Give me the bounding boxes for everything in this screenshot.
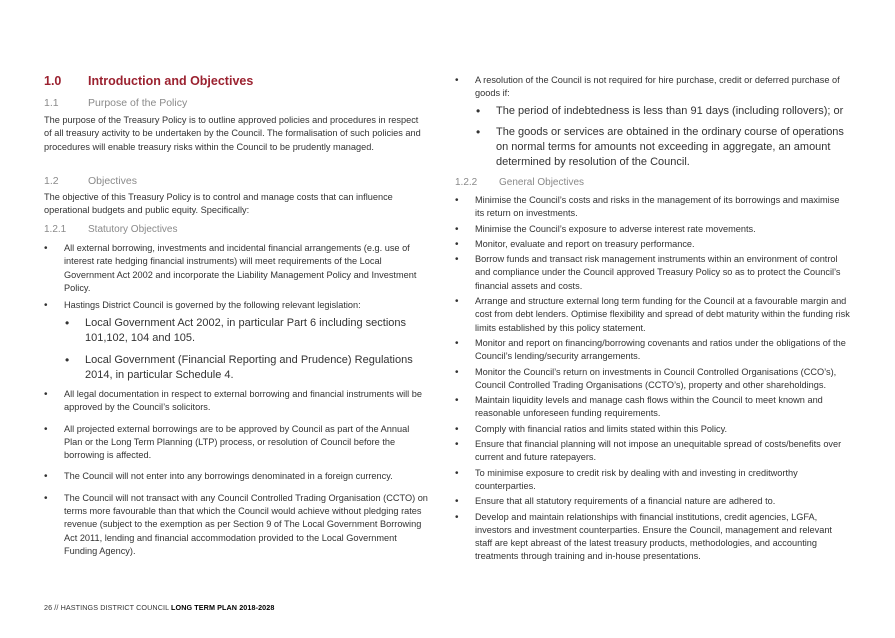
general-list: [455, 194, 850, 564]
general-number: 1.2.2: [455, 177, 478, 188]
list-item: • The Council will not transact with any Council Controlled Trading Organisation (CCTO) on terms more favourable than that which the Council would achieve without pledging rates revenue (subject to the exemption as per Section 9 of The Local Government Borrowing Act 2011, lending and financial accommodation provided to the Local Government Funding Agency).: [44, 492, 430, 558]
objectives-number: 1.2: [44, 175, 59, 187]
resolution-list: [455, 74, 850, 101]
statutory-list-c: [44, 388, 430, 558]
objectives-heading: [44, 175, 137, 187]
general-heading: [455, 177, 584, 188]
objectives-text: The objective of this Treasury Policy is to control and manage costs that can influence operational budgets and public equity. Specifically:: [44, 192, 393, 216]
list-item: • All legal documentation in respect to external borrowing and financial instruments will be approved by the Council’s solicitors.: [44, 388, 430, 415]
list-item: • The period of indebtedness is less than 91 days (including rollovers); or: [475, 104, 850, 119]
list-item: • Develop and maintain relationships with financial institutions, credit agencies, LGFA, investors and investment counterparties. Ensure the Council, management and relevant staff are kept abreast of the latest treasury products, methodologies, and accounting treatments through training and in-house presentations.: [455, 511, 850, 564]
general-title: General Objectives: [499, 177, 585, 188]
list-item: • Hastings District Council is governed by the following relevant legislation:: [44, 299, 430, 312]
list-item: • Arrange and structure external long term funding for the Council at a favourable margin and cost from debt lenders. Optimise flexibility and spread of debt maturity within the funding risk limits established by this policy statement.: [455, 295, 850, 335]
list-item: • Ensure that all statutory requirements of a financial nature are adhered to.: [455, 495, 850, 508]
list-item: • Maintain liquidity levels and manage cash flows within the Council to meet known and reasonable unforeseen funding requirements.: [455, 394, 850, 421]
purpose-title: Purpose of the Policy: [88, 97, 188, 109]
statutory-heading: [44, 224, 177, 235]
legislation-list: [64, 316, 424, 383]
list-item: • Minimise the Council’s exposure to adverse interest rate movements.: [455, 223, 850, 236]
list-item: • Monitor the Council’s return on investments in Council Controlled Organisations (CCO’s), Council Controlled Trading Organisations (CCTO’s), property and other shareholdings.: [455, 366, 850, 393]
statutory-title: Statutory Objectives: [88, 224, 178, 235]
purpose-heading: [44, 97, 187, 109]
list-item: • Monitor, evaluate and report on treasury performance.: [455, 238, 850, 251]
list-item: • Local Government (Financial Reporting and Prudence) Regulations 2014, in particular Schedule 4.: [64, 353, 424, 383]
list-item: • The Council will not enter into any borrowings denominated in a foreign currency.: [44, 470, 430, 483]
resolution-text: • A resolution of the Council is not required for hire purchase, credit or deferred purchase of goods if:: [455, 74, 850, 101]
resolution-conditions: [475, 104, 850, 170]
list-item: • Monitor and report on financing/borrowing covenants and ratios under the obligations of the Council’s lending/security arrangements.: [455, 337, 850, 364]
statutory-number: 1.2.1: [44, 224, 67, 235]
statutory-list-a: [44, 242, 430, 295]
purpose-number: 1.1: [44, 97, 59, 109]
list-item: • All external borrowing, investments and incidental financial arrangements (e.g. use of interest rate hedging financial instruments) will meet requirements of the Local Government Act 2002 and incorporate the Liability Management Policy and Investment Policy.: [44, 242, 430, 295]
section-heading: [44, 74, 253, 88]
statutory-list-b: [44, 299, 430, 312]
list-item: • Borrow funds and transact risk management instruments within an environment of control and compliance under the Council approved Treasury Policy so as to protect the Council’s financial assets and costs.: [455, 253, 850, 293]
footer-prefix: 26 // HASTINGS DISTRICT COUNCIL: [44, 603, 172, 612]
list-item: • All projected external borrowings are to be approved by Council as part of the Annual Plan or the Long Term Planning (LTP) process, or resolution of Council before the borrowing is affected.: [44, 423, 430, 463]
list-item: • To minimise exposure to credit risk by dealing with and investing in creditworthy counterparties.: [455, 467, 850, 494]
objectives-title: Objectives: [88, 175, 138, 187]
section-title: Introduction and Objectives: [88, 74, 254, 88]
list-item: • Comply with financial ratios and limits stated within this Policy.: [455, 423, 850, 436]
list-item: • Ensure that financial planning will not impose an unequitable spread of costs/benefits over current and future ratepayers.: [455, 438, 850, 465]
list-item: • Local Government Act 2002, in particular Part 6 including sections 101,102, 104 and 105.: [64, 316, 424, 346]
page-footer: [44, 603, 274, 612]
footer-title: LONG TERM PLAN 2018-2028: [171, 603, 275, 612]
list-item: • Minimise the Council’s costs and risks in the management of its borrowings and maximise its return on investments.: [455, 194, 850, 221]
list-item: • The goods or services are obtained in the ordinary course of operations on normal terms for amounts not exceeding in aggregate, an amount determined by resolution of the Council.: [475, 125, 850, 170]
section-number: 1.0: [44, 74, 62, 88]
purpose-text: The purpose of the Treasury Policy is to outline approved policies and procedures in respect of all treasury activity to be undertaken by the Council. The formalisation of such policies and procedures will enable treasury risks within the Council to be prudently managed.: [44, 115, 421, 152]
